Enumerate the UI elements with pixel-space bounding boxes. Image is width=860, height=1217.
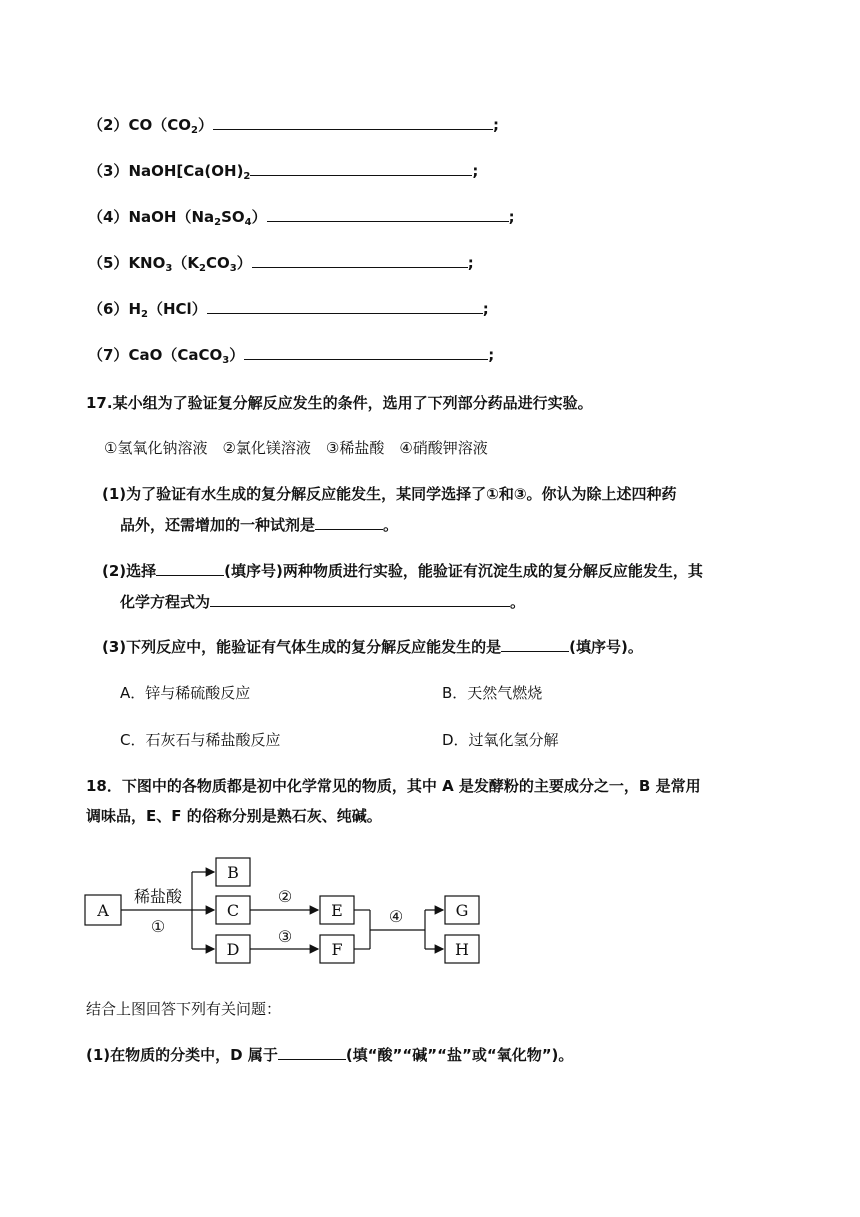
node-g-label: G xyxy=(455,901,469,920)
q16-item-6: $(6)H_2(HCl)$ ; xyxy=(88,300,489,320)
q16-item-5: $(5)KNO_3(K_2CO_3)$ ; xyxy=(88,254,474,274)
q16-item-3: $(3)NaOH[Ca(OH)_2$ ; xyxy=(88,162,479,182)
q17-part2-line2: 化学方程式为 。 xyxy=(120,593,526,611)
answer-blank[interactable] xyxy=(252,253,468,268)
node-f-label: F xyxy=(331,940,343,959)
q16-item-2: $(2)CO(CO_2)$ ; xyxy=(88,116,499,136)
reaction-flow-diagram xyxy=(80,850,490,970)
q17-option-c[interactable]: C．石灰石与稀盐酸反应 xyxy=(120,731,281,749)
answer-blank[interactable] xyxy=(207,299,483,314)
q17-part2-line1: (2)选择 (填序号)两种物质进行实验，能验证有沉淀生成的复分解反应能发生，其 xyxy=(102,562,703,580)
node-b-label: B xyxy=(227,863,239,882)
q16-item-4: $(4)NaOH(Na_2SO_4)$ ; xyxy=(88,208,515,228)
step-1-label: ① xyxy=(150,917,166,936)
q18-followup: 结合上图回答下列有关问题： xyxy=(86,1000,282,1018)
q17-reagents: ①氢氧化钠溶液 ②氯化镁溶液 ③稀盐酸 ④硝酸钾溶液 xyxy=(104,439,488,457)
q17-part3: (3)下列反应中，能验证有气体生成的复分解反应能发生的是 (填序号)。 xyxy=(102,638,643,656)
answer-blank[interactable] xyxy=(315,515,383,530)
q17-option-b[interactable]: B．天然气燃烧 xyxy=(442,684,543,702)
step-2-label: ② xyxy=(277,887,293,906)
answer-blank[interactable] xyxy=(210,592,510,607)
q17-part1-line2: 品外，还需增加的一种试剂是 。 xyxy=(120,516,399,534)
answer-blank[interactable] xyxy=(267,207,509,222)
node-d-label: D xyxy=(226,940,240,959)
node-a-label: A xyxy=(97,901,109,920)
q18-stem-line2: 调味品，E、F 的俗称分别是熟石灰、纯碱。 xyxy=(86,807,382,825)
q16-item-7: （7）CaO（CaCO$_3$） ; xyxy=(88,346,495,366)
q17-part1-line1: (1)为了验证有水生成的复分解反应能发生，某同学选择了①和③。你认为除上述四种药 xyxy=(102,485,677,503)
answer-blank[interactable] xyxy=(244,345,488,360)
reagent-label: 稀盐酸 xyxy=(133,887,183,906)
answer-blank[interactable] xyxy=(250,161,472,176)
q17-stem: 17.某小组为了验证复分解反应发生的条件，选用了下列部分药品进行实验。 xyxy=(86,394,593,412)
step-3-label: ③ xyxy=(277,927,293,946)
step-4-label: ④ xyxy=(388,907,404,926)
q17-option-a[interactable]: A．锌与稀硫酸反应 xyxy=(120,684,251,702)
answer-blank[interactable] xyxy=(501,637,569,652)
q18-stem-line1: 18．下图中的各物质都是初中化学常见的物质，其中 A 是发酵粉的主要成分之一，B 是常用 xyxy=(86,777,701,795)
q18-part1: (1)在物质的分类中，D 属于 (填“酸”“碱”“盐”或“氧化物”)。 xyxy=(86,1046,574,1064)
node-c-label: C xyxy=(226,901,240,920)
node-h-label: H xyxy=(455,940,469,959)
answer-blank[interactable] xyxy=(156,561,224,576)
node-e-label: E xyxy=(331,901,343,920)
answer-blank[interactable] xyxy=(278,1045,346,1060)
q17-option-d[interactable]: D．过氧化氢分解 xyxy=(442,731,559,749)
answer-blank[interactable] xyxy=(213,115,493,130)
